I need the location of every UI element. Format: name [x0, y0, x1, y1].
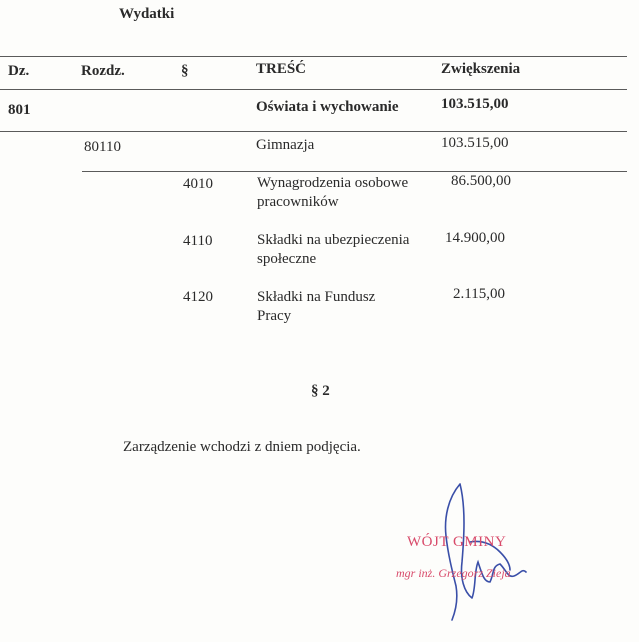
table-top-rule [0, 56, 627, 57]
item-par: 4010 [183, 176, 213, 192]
item-tresc [257, 174, 437, 212]
item-tresc-line: Wynagrodzenia osobowe [257, 175, 409, 191]
col-header-tresc: TREŚĆ [256, 61, 307, 77]
stamp-title: WÓJT GMINY [407, 534, 507, 550]
section-bottom-rule [0, 131, 627, 132]
item-amount: 86.500,00 [451, 173, 511, 189]
col-header-dz: Dz. [8, 63, 30, 79]
chapter-tresc: Gimnazja [256, 137, 315, 153]
col-header-paragraph: § [181, 63, 189, 79]
section-dz: 801 [8, 102, 31, 118]
col-header-rozdz: Rozdz. [81, 63, 125, 79]
chapter-amount: 103.515,00 [441, 135, 509, 151]
item-amount: 2.115,00 [453, 286, 505, 302]
section-heading: Wydatki [119, 6, 175, 22]
item-tresc [257, 288, 437, 326]
item-tresc-line: Składki na Fundusz [257, 289, 376, 305]
signature-graphic [430, 478, 540, 638]
item-par: 4110 [183, 233, 213, 249]
stamp-name: mgr inż. Grzegorz Zieja [396, 566, 511, 580]
item-tresc-line: Składki na ubezpieczenia [257, 232, 410, 248]
item-tresc-line: społeczne [257, 251, 317, 267]
item-tresc-line: Pracy [257, 308, 292, 324]
chapter-bottom-rule [82, 171, 627, 172]
item-tresc [257, 231, 437, 269]
header-bottom-rule [0, 89, 627, 90]
statement-text: Zarządzenie wchodzi z dniem podjęcia. [123, 439, 361, 455]
chapter-rozdz: 80110 [84, 139, 121, 155]
item-amount: 14.900,00 [445, 230, 505, 246]
paragraph-mark: § 2 [311, 383, 330, 399]
item-tresc-line: pracowników [257, 194, 339, 210]
section-amount: 103.515,00 [441, 96, 509, 112]
section-tresc: Oświata i wychowanie [256, 99, 399, 115]
item-par: 4120 [183, 289, 213, 305]
col-header-zwiekszenia: Zwiększenia [441, 61, 521, 77]
